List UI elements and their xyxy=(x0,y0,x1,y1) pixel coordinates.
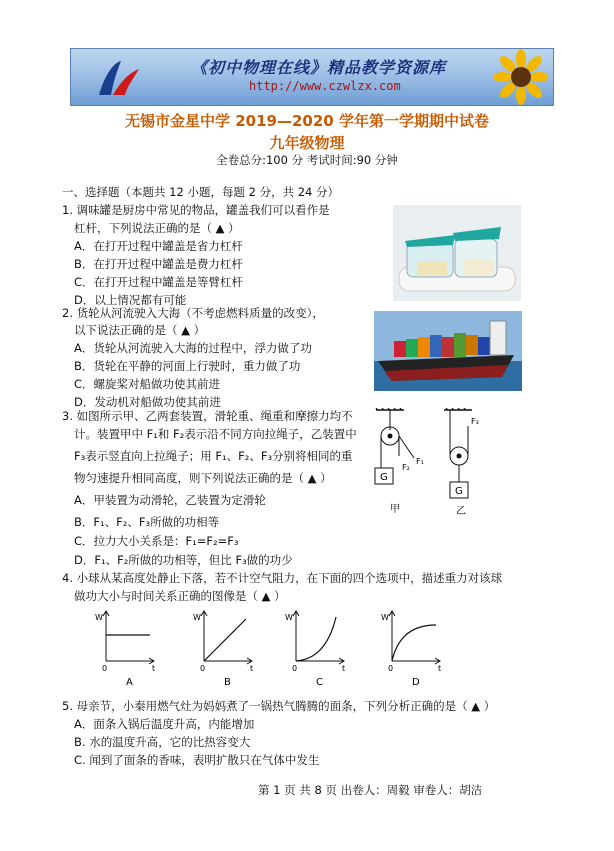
q1-option-b: B．在打开过程中罐盖是费力杠杆 xyxy=(74,257,243,271)
q3-stem-line2: 计。装置甲中 F₁和 F₂表示沿不同方向拉绳子，乙装置中 xyxy=(74,427,357,441)
q3-stem-line1: 3. 如图所示甲、乙两套装置，滑轮重、绳重和摩擦力均不 xyxy=(62,409,353,423)
q1-option-a: A．在打开过程中罐盖是省力杠杆 xyxy=(74,239,243,253)
q2-option-c: C．螺旋桨对船做功使其前进 xyxy=(74,377,221,391)
q5-option-a: A．面条入锅后温度升高，内能增加 xyxy=(74,717,255,731)
y-label: W xyxy=(193,613,201,622)
site-logo xyxy=(91,55,151,101)
y-label: W xyxy=(95,613,103,622)
q1-stem-line2: 杠杆，下列说法正确的是（ ▲ ） xyxy=(74,221,240,235)
origin-label: 0 xyxy=(388,664,394,673)
page-footer: 第 1 页 共 8 页 出卷人：周毅 审卷人：胡洁 xyxy=(258,783,483,797)
section-heading: 一、选择题（本题共 12 小题，每题 2 分，共 24 分） xyxy=(62,185,340,199)
banner-title: 《初中物理在线》精品教学资源库 xyxy=(191,58,447,77)
q3-stem-line4: 物匀速提升相同高度，则下列说法正确的是（ ▲ ） xyxy=(74,471,332,485)
q2-stem-line2: 以下说法正确的是（ ▲ ） xyxy=(74,323,206,337)
graph-label: C xyxy=(316,677,323,687)
q1-option-d: D．以上情况都有可能 xyxy=(74,293,187,307)
q2-option-b: B．货轮在平静的河面上行驶时，重力做了功 xyxy=(74,359,301,373)
banner-url[interactable]: http://www.czwlzx.com xyxy=(249,79,401,93)
x-label: t xyxy=(152,664,156,673)
y-label: W xyxy=(381,613,389,622)
q1-stem-line1: 1. 调味罐是厨房中常见的物品，罐盖我们可以看作是 xyxy=(62,203,330,217)
exam-title: 无锡市金星中学 2019—2020 学年第一学期期中试卷 xyxy=(125,112,489,130)
seasoning-jar-image xyxy=(393,205,521,301)
q2-option-d: D．发动机对船做功使其前进 xyxy=(74,395,221,409)
origin-label: 0 xyxy=(102,664,108,673)
y-label: W xyxy=(285,613,293,622)
fig-g-yi: G xyxy=(455,486,463,497)
fig-f2-label: F₂ xyxy=(402,463,410,472)
pulley-diagram xyxy=(372,408,502,516)
cargo-ship-image xyxy=(374,311,522,391)
origin-label: 0 xyxy=(200,664,206,673)
q4-graph-a xyxy=(92,603,162,687)
q5-option-b: B. 水的温度升高，它的比热容变大 xyxy=(74,735,251,749)
q2-option-a: A．货轮从河流驶入大海的过程中，浮力做了功 xyxy=(74,341,312,355)
fig-g-jia: G xyxy=(380,472,388,483)
exam-meta: 全卷总分:100 分 考试时间:90 分钟 xyxy=(216,153,398,167)
q4-stem-line1: 4. 小球从某高度处静止下落，若不计空气阻力，在下面的四个选项中，描述重力对该球 xyxy=(62,571,503,585)
fig-jia-label: 甲 xyxy=(390,504,400,515)
q4-stem-line2: 做功大小与时间关系正确的图像是（ ▲ ） xyxy=(74,589,286,603)
q3-option-b: B．F₁、F₂、F₃所做的功相等 xyxy=(74,515,220,529)
x-label: t xyxy=(250,664,254,673)
x-label: t xyxy=(342,664,346,673)
graph-label: B xyxy=(224,677,231,687)
q1-option-c: C．在打开过程中罐盖是等臂杠杆 xyxy=(74,275,244,289)
fig-yi-label: 乙 xyxy=(456,506,466,516)
exam-subject: 九年级物理 xyxy=(269,134,345,152)
graph-label: D xyxy=(412,677,420,687)
q4-graph-c xyxy=(282,603,352,687)
q3-option-a: A．甲装置为动滑轮，乙装置为定滑轮 xyxy=(74,493,266,507)
q5-option-c: C. 闻到了面条的香味，表明扩散只在气体中发生 xyxy=(74,753,320,767)
q3-option-c: C．拉力大小关系是：F₁=F₂=F₃ xyxy=(74,534,239,548)
fig-f3-label: F₃ xyxy=(471,417,479,426)
q3-option-d: D．F₁、F₂所做的功相等，但比 F₃做的功少 xyxy=(74,553,293,567)
x-label: t xyxy=(438,664,442,673)
curve-convex xyxy=(296,617,336,661)
q4-graph-b xyxy=(190,603,260,687)
fig-f1-label: F₁ xyxy=(416,457,424,466)
origin-label: 0 xyxy=(292,664,298,673)
q4-graph-d xyxy=(378,603,448,687)
q5-stem-line1: 5. 母亲节，小秦用燃气灶为妈妈煮了一锅热气腾腾的面条，下列分析正确的是（ ▲ ） xyxy=(62,699,496,713)
graph-label: A xyxy=(126,677,133,687)
sunflower-icon xyxy=(487,49,547,105)
curve-linear xyxy=(204,619,246,661)
header-banner xyxy=(70,48,554,106)
curve-concave xyxy=(392,625,436,661)
q2-stem-line1: 2. 货轮从河流驶入大海（不考虑燃料质量的改变）， xyxy=(62,306,324,320)
q3-stem-line3: F₃表示竖直向上拉绳子；用 F₁、F₂、F₃分别将相同的重 xyxy=(74,449,353,463)
